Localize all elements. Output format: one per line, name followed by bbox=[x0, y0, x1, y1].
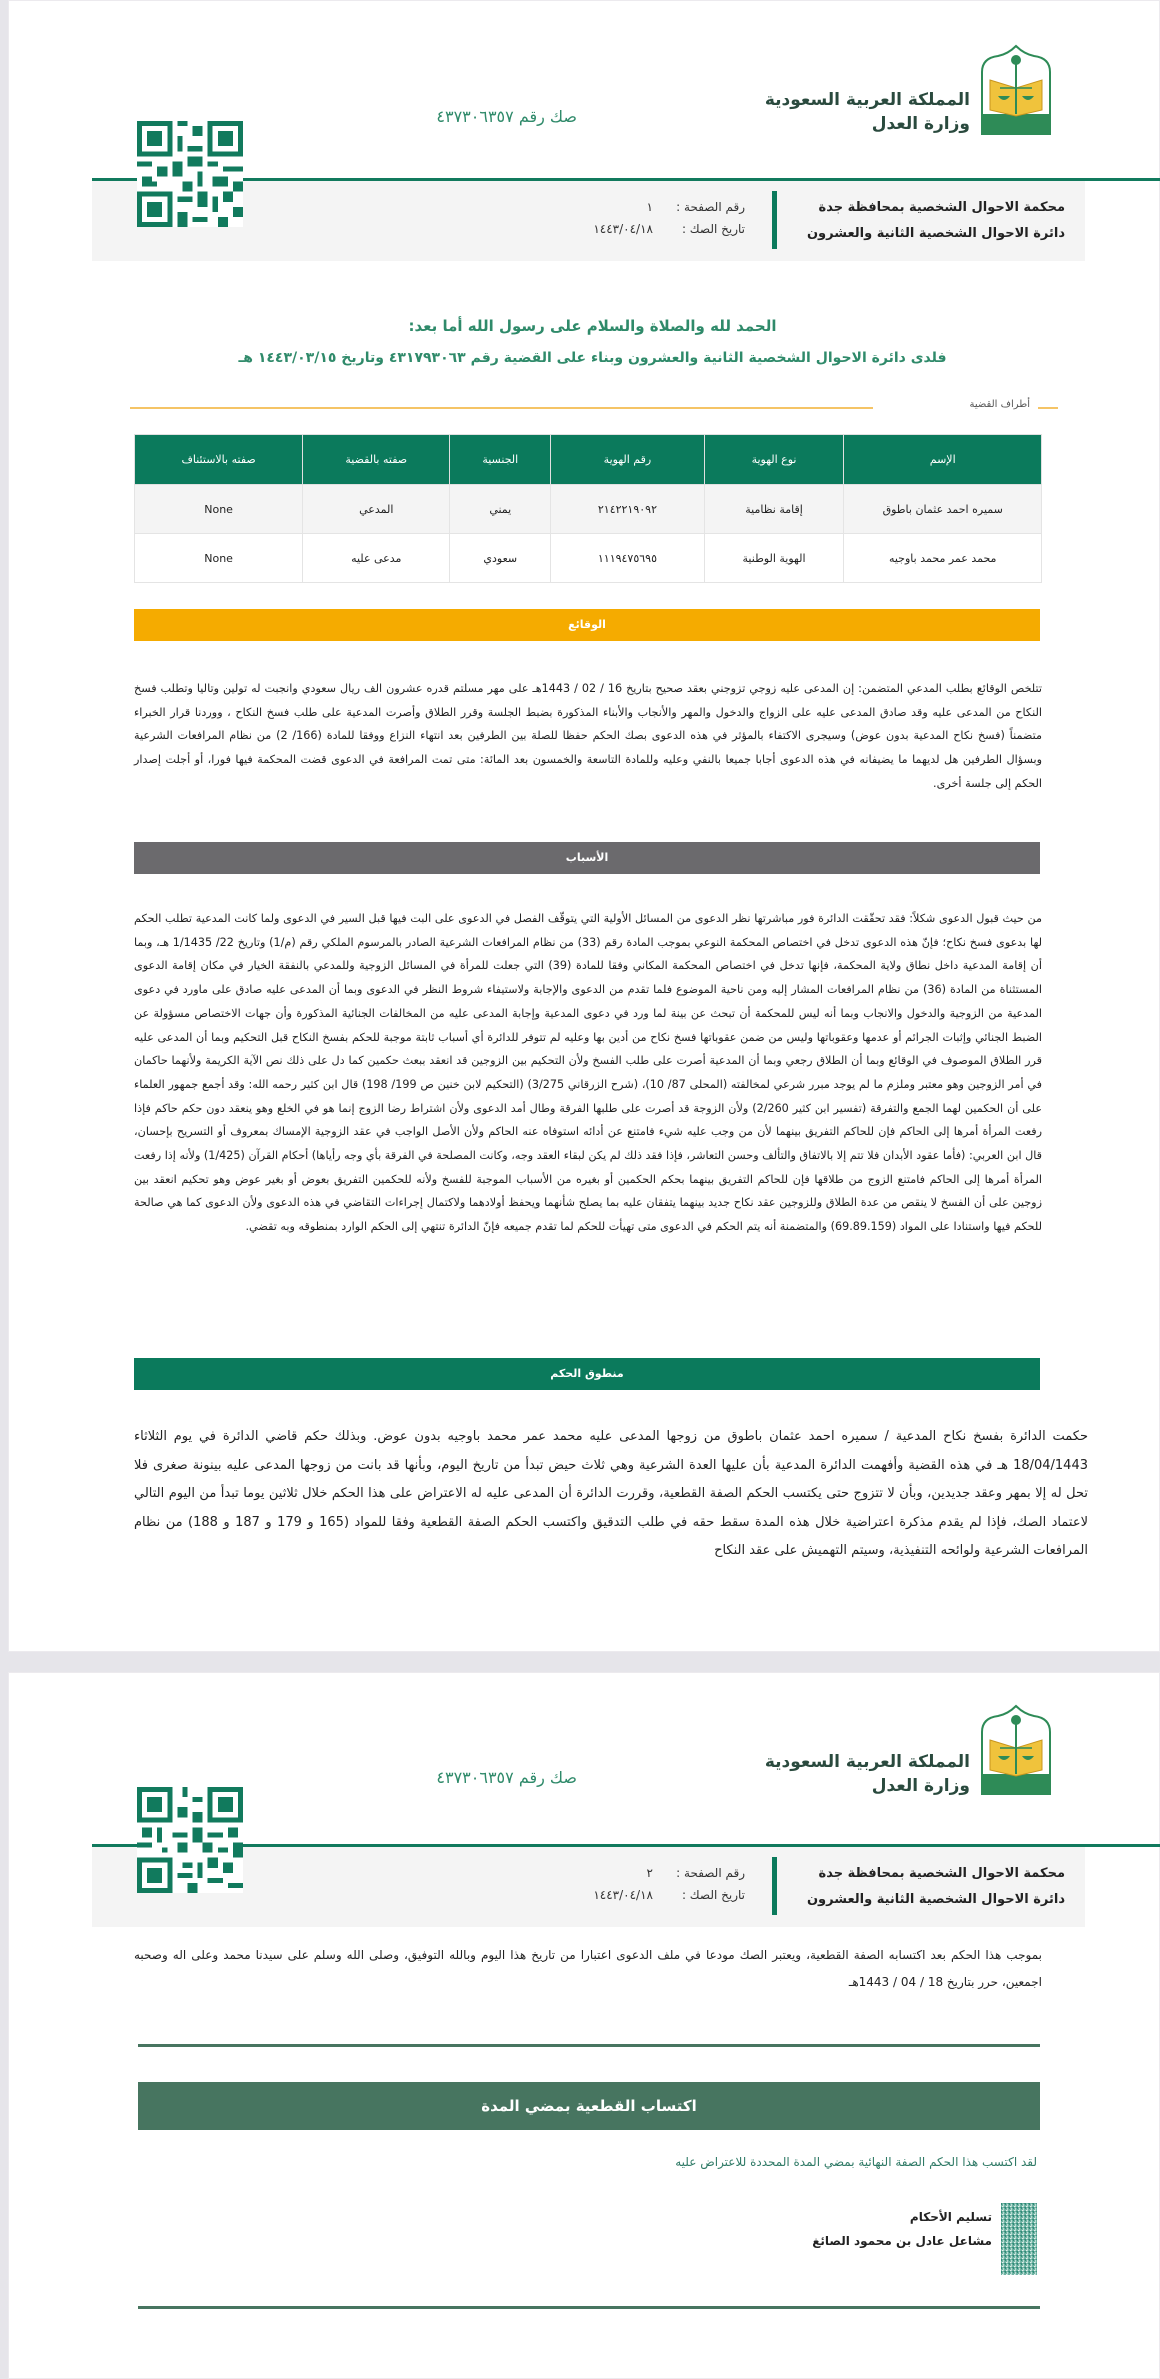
reasons-text: من حيث قبول الدعوى شكلاً: فقد تحقّقت الدائرة فور مباشرتها نظر الدعوى من المسائل الأولية التي يتوقّف الفصل في الدعوى على البت فيها قبل السير في الدعوى ولما كانت المدعية تطلب الحكم لها بدعوى فسخ نكاح؛ فإنّ هذه الدعوى تدخل في اختصاص المحكمة النوعي بموجب المادة رقم (33) من نظام المرافعات الشرعية الصادر بالمرسوم الملكي رقم (م/1) وتاريخ 22/ 1/1435 هـ، وبما أن إقامة المدعية داخل نطاق ولاية المحكمة، فإنها تدخل في اختصاص المحكمة المكاني وفقا للمادة (39) التي جعلت للمرأة في المسائل الزوجية وللمدعي بالنفقة الخيار في مكان إقامة الدعوى المستثناة من المادة (36) من نظام المرافعات المشار إليه ومن ناحية الموضوع فلما تقدم من الدعوى والإجابة ولاستيفاء شروط النظر في الدعوى وبما أن المدعى عليه صادق على ماورد في دعوى المدعية من الزوجية والدخول والانجاب وبما أنه ليس للمحكمة أن تبحث عن بينة لما ورد في دعوى المدعية وإجابة المدعى عليه من المخالفات الجنائية المذكورة وأن جهات الاختصاص مسؤولة عن الضبط الجنائي وإثبات الجرائم أو عدمها وعقوباتها وليس من ضمن عقوباتها فسخ نكاح من أدين بها وعليه لم تتوفر للدائرة أي أسباب ثابتة موجبة للحكم بفسخ النكاح قبل التحكيم وبما أن المدعى عليه قرر الطلاق الموصوف في الوقائع وبما أن الطلاق رجعي وبما أن المدعية أصرت على طلب الفسخ ولأن التحكيم بين الزوجين قد انعقد ببعث حكمين كما دل على ذلك نص الآية الكريمة ولأنهما حاكمان في أمر الزوجين وهو معتبر وملزم ما لم يوجد مبرر شرعي لمخالفته (المحلى 87/ 10)، (شرح الزرقاني 3/275) (التحكيم لابن خنين ص 199/ 198) قال ابن كثير رحمه الله: وقد أجمع جمهور العلماء على أن الحكمين لهما الجمع والتفرقة (تفسير ابن كثير 2/260) ولأن الزوجة قد أصرت على طلبها الفرقة وطال أمد الدعوى ولأن اشتراط رضا الزوج إنما هو في الخلع وهو ينعقد دون حكم حاكم فإذا رفعت المرأة أمرها إلى الحاكم فإن للحاكم التفريق بينهما لأن من وجب عليه شيء فامتنع عن أدائه استوفاه عنه الحاكم ولأن الأصل الواجب في عقد الزوجية الإمساك بمعروف أو التسريح بإحسان، قال ابن العربي: (فأما عقود الأبدان فلا تتم إلا بالاتفاق والتألف وحسن التعاشر، فإذا فقد ذلك لم يكن لبقاء العقد وجه، وكانت المصلحة في الفرقة بأي وجه رأياها) أحكام القرآن (1/425) ولأنه إذا رفعت المرأة أمرها إلى الحاكم فامتنع الزوج من طلاقها فإن للحاكم التفريق بينهما بحكم الحكمين أو بغيره من الأسباب الموجبة للفسخ ولأنه للحكمين التفريق بعوض أو بغير عوض وهو تحكيم انعقد بين زوجين على أن الفسخ لا ينقص من عدة الطلاق وللزوجين عقد نكاح جديد بينهما يتفقان عليه بما يصلح شأنهما ويحفظ أولادهما ولاكتمال إجراءات التقاضي في هذه الدعوى ولأن الدعوى كما هي صالحة للحكم فيها واستنادا على المواد (69.89.159) والمتضمنة أنه يتم الحكم في الدعوى متى تهيأت للحكم لما تقدم جميعه فإنّ الدائرة تنتهي إلى الحكم الوارد بمنطوقه وبه تقضي. bbox=[134, 912, 1043, 1234]
party-nationality: يمني bbox=[450, 485, 551, 534]
ministry-of-justice-logo-icon bbox=[978, 44, 1054, 136]
page-number-value: ١ bbox=[646, 200, 653, 214]
col-case-role: صفته بالقضية bbox=[303, 435, 450, 485]
signature-stamp-icon bbox=[1001, 2203, 1037, 2275]
ministry-title-block bbox=[765, 88, 970, 136]
col-nationality: الجنسية bbox=[450, 435, 551, 485]
kingdom-name: المملكة العربية السعودية bbox=[764, 1752, 970, 1772]
ruling-section-banner: منطوق الحكم bbox=[134, 1358, 1040, 1390]
page-number-label: رقم الصفحة : bbox=[676, 1866, 745, 1880]
court-name: محكمة الاحوال الشخصية بمحافظة جدة bbox=[818, 200, 1065, 215]
praise-heading: الحمد لله والصلاة والسلام على رسول الله أما بعد: bbox=[408, 317, 777, 335]
signature-title: تسليم الأحكام bbox=[909, 2210, 992, 2224]
ruling-text: حكمت الدائرة بفسخ نكاح المدعية / سميره احمد عثمان باطوق من زوجها المدعى عليه محمد عمر محمد باوجيه بدون عوض. وبذلك حكم قاضي الدائرة في يوم الثلاثاء 18/04/1443 هـ في هذه القضية وأفهمت الدائرة المدعية بأن عليها العدة الشرعية وهي ثلاث حيض تبدأ من تاريخ اليوم، وبأنها قد بانت من زوجها المدعى عليه بينونة صغرى فلا تحل له إلا بمهر وعقد جديدين، وبأن لا تتزوج حتى يكتسب الحكم الصفة القطعية، وقررت الدائرة أن المدعى عليه له الاعتراض على هذا الحكم خلال ثلاثين يوما تبدأ من اليوم التالي لاعتماد الصك، فإذا لم يقدم مذكرة اعتراضية خلال هذه المدة سقط حقه في طلب التدقيق واكتسب الحكم الصفة القطعية وفقا للمواد (165 و 179 و 187 و 188) من نظام المرافعات الشرعية ولوائحه التنفيذية، وسيتم التهميش على عقد النكاح bbox=[134, 1429, 1088, 1558]
table-row bbox=[135, 485, 1042, 534]
qr-code-icon[interactable] bbox=[137, 1787, 243, 1893]
deed-date-value: ١٤٤٣/٠٤/١٨ bbox=[593, 222, 653, 236]
party-name: سميره احمد عثمان باطوق bbox=[844, 485, 1042, 534]
col-id-number: رقم الهوية bbox=[551, 435, 704, 485]
info-divider-bar bbox=[772, 1857, 777, 1915]
kingdom-name: المملكة العربية السعودية bbox=[764, 90, 970, 110]
facts-section-banner: الوقائع bbox=[134, 609, 1040, 641]
ministry-name: وزارة العدل bbox=[871, 114, 970, 134]
col-id-type: نوع الهوية bbox=[704, 435, 844, 485]
section-divider bbox=[138, 2306, 1040, 2309]
col-appeal-role: صفته بالاستئناف bbox=[135, 435, 303, 485]
party-id-type: الهوية الوطنية bbox=[704, 534, 844, 583]
party-case-role: المدعي bbox=[303, 485, 450, 534]
ministry-name: وزارة العدل bbox=[871, 1776, 970, 1796]
deed-date-label: تاريخ الصك : bbox=[681, 1888, 745, 1902]
deed-date-value: ١٤٤٣/٠٤/١٨ bbox=[593, 1888, 653, 1902]
ministry-title-block bbox=[765, 1750, 970, 1798]
qr-code-icon[interactable] bbox=[137, 121, 243, 227]
deed-number: صك رقم ٤٣٧٣٠٦٣٥٧ bbox=[436, 1768, 577, 1787]
info-divider-bar bbox=[772, 191, 777, 249]
party-id-number: ٢١٤٢٢١٩٠٩٢ bbox=[551, 485, 704, 534]
party-nationality: سعودي bbox=[450, 534, 551, 583]
deed-number: صك رقم ٤٣٧٣٠٦٣٥٧ bbox=[436, 107, 577, 126]
parties-header-row bbox=[135, 435, 1042, 485]
table-row bbox=[135, 534, 1042, 583]
court-block bbox=[807, 1861, 1065, 1913]
finality-note: لقد اكتسب هذا الحكم الصفة النهائية بمضي المدة المحددة للاعتراض عليه bbox=[675, 2155, 1037, 2169]
party-id-number: ١١١٩٤٧٥٦٩٥ bbox=[551, 534, 704, 583]
party-appeal-role: None bbox=[135, 485, 303, 534]
court-block bbox=[807, 195, 1065, 247]
ministry-of-justice-logo-icon bbox=[978, 1704, 1054, 1796]
deed-date-label: تاريخ الصك : bbox=[681, 222, 745, 236]
session-statement: فلدى دائرة الاحوال الشخصية الثانية والعشرون وبناء على القضية رقم ٤٣١٧٩٣٠٦٣ وتاريخ ١٤٤٣/٠٣/١٥ هـ bbox=[238, 350, 947, 366]
party-case-role: مدعى عليه bbox=[303, 534, 450, 583]
reasons-section-banner: الأسباب bbox=[134, 842, 1040, 874]
parties-table bbox=[134, 434, 1042, 583]
closing-text: بموجب هذا الحكم بعد اكتسابه الصفة القطعية، ويعتبر الصك مودعا في ملف الدعوى اعتبارا من تاريخ هذا اليوم وبالله التوفيق، وصلى الله وسلم على سيدنا محمد وعلى اله وصحبه اجمعين، حرر بتاريخ 18 / 04 / 1443هـ bbox=[134, 1948, 1042, 1989]
signatory-name: مشاعل عادل بن محمود الصائغ bbox=[812, 2234, 992, 2248]
page-number-label: رقم الصفحة : bbox=[676, 200, 745, 214]
deed-meta bbox=[593, 1862, 745, 1906]
party-appeal-role: None bbox=[135, 534, 303, 583]
circuit-name: دائرة الاحوال الشخصية الثانية والعشرون bbox=[806, 1892, 1065, 1907]
parties-divider-short bbox=[1038, 407, 1058, 409]
section-divider bbox=[138, 2044, 1040, 2047]
parties-section-label: أطراف القضية bbox=[969, 399, 1030, 410]
page-number-value: ٢ bbox=[646, 1866, 653, 1880]
party-id-type: إقامة نظامية bbox=[704, 485, 844, 534]
circuit-name: دائرة الاحوال الشخصية الثانية والعشرون bbox=[806, 226, 1065, 241]
deed-meta bbox=[593, 196, 745, 240]
finality-section-banner: اكتساب القطعية بمضي المدة bbox=[138, 2082, 1040, 2130]
col-name: الإسم bbox=[844, 435, 1042, 485]
parties-divider bbox=[130, 407, 873, 409]
party-name: محمد عمر محمد باوجيه bbox=[844, 534, 1042, 583]
facts-text: تتلخص الوقائع بطلب المدعي المتضمن: إن المدعى عليه زوجي تزوجني بعقد صحيح بتاريخ 16 / 02 / 1443هـ على مهر مسلتم قدره عشرون الف ريال سعودي وانجبت له تولين وتاليا وتطلب فسخ النكاح من المدعى عليه وقد صادق المدعى عليه على الزواج والدخول والمهر والأنجاب والأبناء المذكورة بضبط الجلسة وقرر الطلاق وأصرت المدعية على طلب فسخ النكاح ، ووردنا قرار الخبراء متضمناً (فسخ نكاح المدعية بدون عوض) وسيجرى الاكتفاء بالمؤثر في هذه الدعوى بصك الحكم حفظا للصلة بين الطرفين بعد انتهاء النزاع ووفقا للمادة (166/ 2) من نظام المرافعات الشرعية وبسؤال الطرفين هل لديهما ما يضيفانه في هذه الدعوى أجابا جميعا بالنفي وعليه وللمادة التاسعة والخمسون بعد المائة: متى تمت المرافعة في الدعوى قضت المحكمة فيها فورا، أو أجلت إصدار الحكم إلى جلسة أخرى. bbox=[134, 682, 1042, 790]
court-name: محكمة الاحوال الشخصية بمحافظة جدة bbox=[818, 1866, 1065, 1881]
